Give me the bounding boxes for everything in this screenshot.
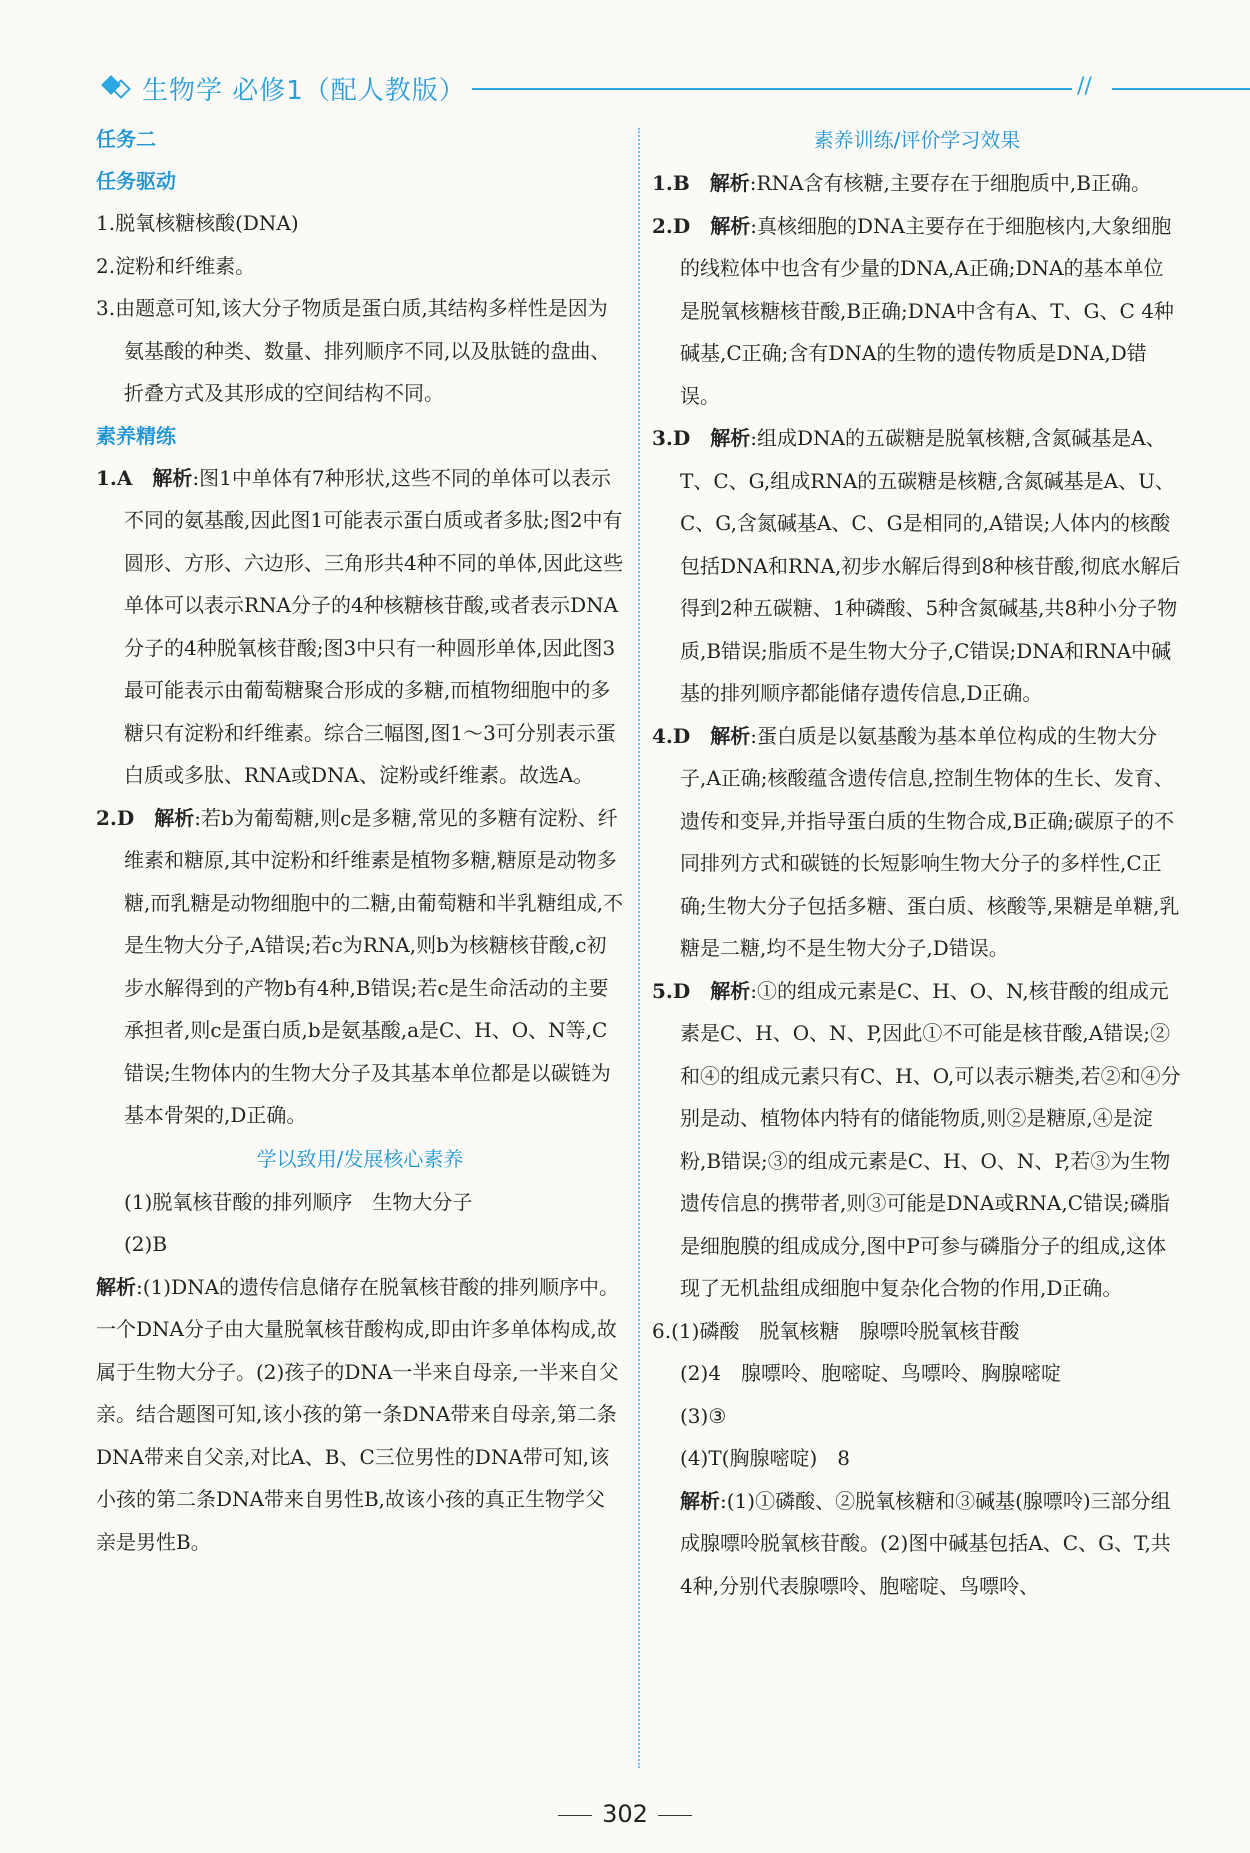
analysis-text: :组成DNA的五碳糖是脱氧核糖,含氮碱基是A、T、C、G,组成RNA的五碳糖是核糖,含氮碱基是A、U、C、G,含氮碱基A、C、G是相同的,A错误;人体内的核酸包括DNA和RNA,初步水解后得到8种核苷酸,彻底水解后得到2种五碳糖、1种磷酸、5种含氮碱基,共8种小分子物质,B错误;脂质不是生物大分子,C错误;DNA和RNA中碱基的排列顺序都能储存遗传信息,D正确。 bbox=[680, 426, 1181, 705]
analysis-label: 解析 bbox=[152, 465, 193, 490]
analysis-label: 解析 bbox=[709, 171, 750, 195]
book-title: 生物学 必修1（配人教版） bbox=[142, 76, 466, 106]
answer-item bbox=[96, 797, 624, 1137]
answer-number: 2.D bbox=[96, 805, 135, 830]
column-divider bbox=[638, 128, 640, 1768]
answer-item bbox=[652, 970, 1182, 1310]
left-column bbox=[96, 118, 624, 1563]
answer-item: (2)4 腺嘌呤、胞嘧啶、鸟嘌呤、胸腺嘧啶 bbox=[680, 1361, 1062, 1385]
analysis-label: 解析 bbox=[96, 1274, 136, 1299]
answer-number: 3.D bbox=[652, 426, 691, 450]
analysis-label: 解析 bbox=[154, 805, 195, 830]
answer-item bbox=[652, 715, 1182, 970]
answer-number: 2.D bbox=[652, 213, 691, 238]
section-train: 素养训练/评价学习效果 bbox=[813, 128, 1021, 152]
answer-number: 5.D bbox=[652, 978, 691, 1003]
analysis-paragraph bbox=[652, 1480, 1182, 1608]
analysis-text: :①的组成元素是C、H、O、N,核苷酸的组成元素是C、H、O、N、P,因此①不可能是核苷酸,A错误;②和④的组成元素只有C、H、O,可以表示糖类,若②和④分别是动、植物体内特有的储能物质,则②是糖原,④是淀粉,B错误;③的组成元素是C、H、O、N、P,若③为生物遗传信息的携带者,则③可能是DNA或RNA,C错误;磷脂是细胞膜的组成成分,图中P可参与磷脂分子的组成,这体现了无机盐组成细胞中复杂化合物的作用,D正确。 bbox=[680, 978, 1181, 1300]
answer-number: 1.B bbox=[652, 171, 690, 195]
analysis-label: 解析 bbox=[680, 1488, 720, 1513]
answer-item bbox=[96, 457, 624, 797]
answer-item: 3.由题意可知,该大分子物质是蛋白质,其结构多样性是因为氨基酸的种类、数量、排列顺序不同,以及肽链的盘曲、折叠方式及其形成的空间结构不同。 bbox=[96, 296, 611, 405]
answer-item bbox=[652, 417, 1182, 715]
page-header bbox=[92, 68, 1182, 108]
header-rule-end bbox=[1112, 88, 1250, 90]
answer-item: (3)③ bbox=[680, 1403, 727, 1428]
section-task-drive: 任务驱动 bbox=[96, 169, 176, 193]
answer-item: (1)脱氧核苷酸的排列顺序 生物大分子 bbox=[124, 1189, 473, 1214]
header-rule bbox=[472, 88, 1072, 90]
analysis-label: 解析 bbox=[710, 213, 751, 238]
answer-number: 1.A bbox=[96, 465, 133, 490]
section-practice: 素养精练 bbox=[96, 423, 176, 448]
analysis-text: :若b为葡萄糖,则c是多糖,常见的多糖有淀粉、纤维素和糖原,其中淀粉和纤维素是植物多糖,糖原是动物多糖,而乳糖是动物细胞中的二糖,由葡萄糖和半乳糖组成,不是生物大分子,A错误;若c为RNA,则b为核糖核苷酸,c初步水解得到的产物b有4种,B错误;若c是生命活动的主要承担者,则c是蛋白质,b是氨基酸,a是C、H、O、N等,C错误;生物体内的生物大分子及其基本单位都是以碳链为基本骨架的,D正确。 bbox=[124, 805, 624, 1127]
answer-item: (4)T(胸腺嘧啶) 8 bbox=[680, 1446, 850, 1470]
answer-item bbox=[652, 162, 1182, 205]
analysis-text: :RNA含有核糖,主要存在于细胞质中,B正确。 bbox=[749, 171, 1151, 195]
answer-item: 2.淀粉和纤维素。 bbox=[96, 253, 256, 278]
analysis-text: :图1中单体有7种形状,这些不同的单体可以表示不同的氨基酸,因此图1可能表示蛋白质或者多肽;图2中有圆形、方形、六边形、三角形共4种不同的单体,因此这些单体可以表示RNA分子的4种核糖核苷酸,或者表示DNA分子的4种脱氧核苷酸;图3中只有一种圆形单体,因此图3最可能表示由葡萄糖聚合形成的多糖,而植物细胞中的多糖只有淀粉和纤维素。综合三幅图,图1～3可分别表示蛋白质或多肽、RNA或DNA、淀粉或纤维素。故选A。 bbox=[124, 465, 624, 787]
answer-item bbox=[652, 205, 1182, 418]
section-task2: 任务二 bbox=[96, 127, 156, 151]
slash-icon: // bbox=[1077, 74, 1092, 99]
right-column bbox=[652, 118, 1182, 1607]
page-number: 302 bbox=[0, 1800, 1250, 1828]
answer-item: 6.(1)磷酸 脱氧核糖 腺嘌呤脱氧核苷酸 bbox=[652, 1318, 1020, 1343]
answer-number: 4.D bbox=[652, 723, 691, 748]
analysis-text: :蛋白质是以氨基酸为基本单位构成的生物大分子,A正确;核酸蕴含遗传信息,控制生物体的生长、发育、遗传和变异,并指导蛋白质的生物合成,B正确;碳原子的不同排列方式和碳链的长短影响生物大分子的多样性,C正确;生物大分子包括多糖、蛋白质、核酸等,果糖是单糖,乳糖是二糖,均不是生物大分子,D错误。 bbox=[680, 723, 1180, 960]
answer-item: 1.脱氧核糖核酸(DNA) bbox=[96, 211, 299, 235]
analysis-text: :真核细胞的DNA主要存在于细胞核内,大象细胞的线粒体中也含有少量的DNA,A正确;DNA的基本单位是脱氧核糖核苷酸,B正确;DNA中含有A、T、G、C 4种碱基,C正确;含有DNA的生物的遗传物质是DNA,D错误。 bbox=[680, 213, 1174, 408]
analysis-label: 解析 bbox=[710, 426, 751, 450]
section-apply: 学以致用/发展核心素养 bbox=[256, 1146, 464, 1171]
answer-item: (2)B bbox=[124, 1232, 168, 1256]
analysis-text: :(1)DNA的遗传信息储存在脱氧核苷酸的排列顺序中。一个DNA分子由大量脱氧核苷酸构成,即由许多单体构成,故属于生物大分子。(2)孩子的DNA一半来自母亲,一半来自父亲。结合题图可知,该小孩的第一条DNA带来自母亲,第二条DNA带来自父亲,对比A、B、C三位男性的DNA带可知,该小孩的第二条DNA带来自男性B,故该小孩的真正生物学父亲是男性B。 bbox=[96, 1274, 620, 1554]
analysis-text: :(1)①磷酸、②脱氧核糖和③碱基(腺嘌呤)三部分组成腺嘌呤脱氧核苷酸。(2)图中碱基包括A、C、G、T,共4种,分别代表腺嘌呤、胞嘧啶、鸟嘌呤、 bbox=[680, 1488, 1171, 1598]
analysis-label: 解析 bbox=[710, 723, 751, 748]
analysis-paragraph bbox=[96, 1266, 624, 1564]
analysis-label: 解析 bbox=[710, 978, 751, 1003]
